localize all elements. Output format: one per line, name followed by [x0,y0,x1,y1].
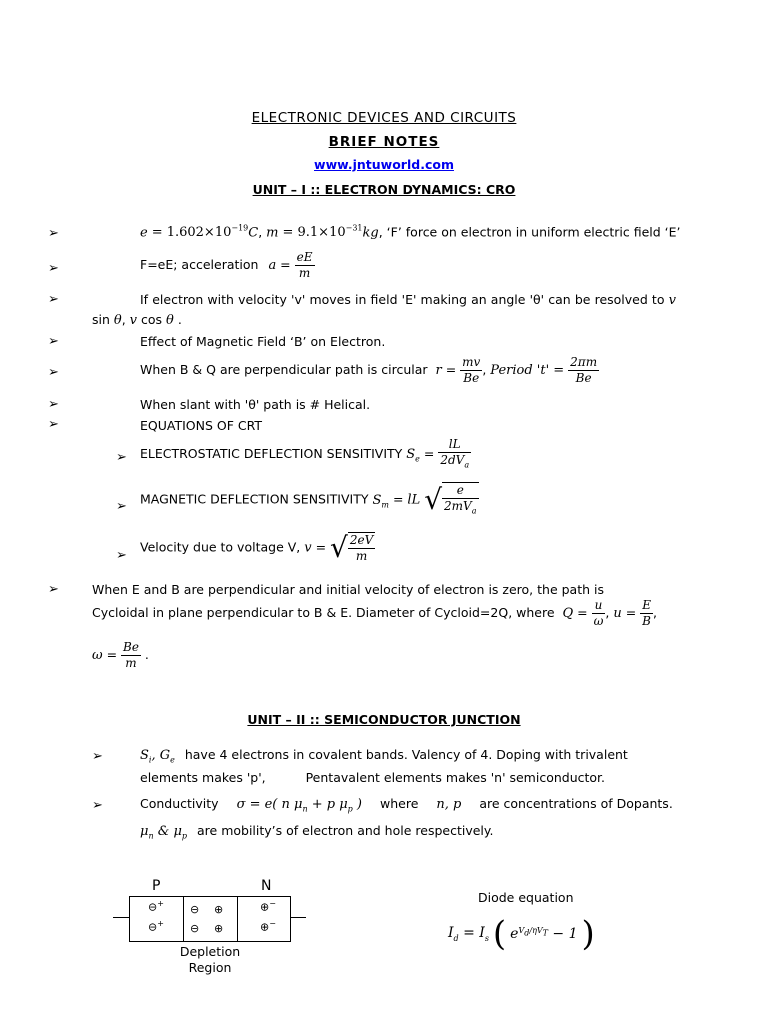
depletion-line-1: Depletion [179,944,241,959]
sub-bullet-marker: ➢ [116,499,127,514]
unit2-heading: UNIT – II :: SEMICONDUCTOR JUNCTION [247,712,521,727]
document-title: ELECTRONIC DEVICES AND CIRCUITS [251,110,517,126]
unit1-bullet-1-tail: , ‘F’ force on electron in uniform electric field ‘E’ [378,224,681,240]
unit2-bullet-conductivity: Conductivity σ = e( n $\mu_n + p$ $\mu_p$ ) where n, p are concentrations of Dopants. [140,796,673,814]
unit1-bullet-magnetic-field: Effect of Magnetic Field ‘B’ on Electron. [140,334,386,349]
conductivity-text: Conductivity [140,796,219,811]
n-lead-wire [290,917,306,918]
unit1-bullet-charge-mass: $e = 1.602\times 10^{-19}C$, $m = 9.1\times 10^{-31}kg$, ‘F’ force on electron in uniform electric field ‘E’ [140,224,681,241]
cycloid-omega: ω = $\frac{Be}{m}$ . [92,640,149,670]
diode-equation-formula: $I_d = I_s$ ( $e^{V_d/\eta V_T} - 1$ ) [448,914,595,954]
bullet-marker: ➢ [48,582,59,597]
donor-ion-icon: ⊕ [214,922,224,935]
bullet-marker: ➢ [48,226,59,241]
electrostatic-text: ELECTROSTATIC DEFLECTION SENSITIVITY [140,446,403,462]
crt-electrostatic-sensitivity: ELECTROSTATIC DEFLECTION SENSITIVITY $S_e$ = $\frac{lL}{2dV_a}$ [140,437,470,470]
bullet-marker: ➢ [48,365,59,380]
donor-ion-icon: ⊕ [214,903,224,916]
trivalent-text: elements makes 'p', [140,770,266,785]
bullet-marker: ➢ [92,749,103,764]
unit1-heading: UNIT – I :: ELECTRON DYNAMICS: CRO [252,182,516,197]
bullet-marker: ➢ [48,417,59,432]
bullet-marker: ➢ [48,261,59,276]
mobility-text: are mobility’s of electron and hole respectively. [197,823,494,838]
n-region-label: N [261,878,272,894]
website-line [0,157,768,172]
unit2-bullet-valency-line-2 [140,770,605,785]
website-link[interactable]: www.jntuworld.com [314,157,454,172]
unit1-bullet-circular-path: When B & Q are perpendicular path is circular r = $\frac{mv}{Be}$ , Period 't' = $\frac{2\pi m}{Be}$ [140,355,598,385]
document-subtitle: BRIEF NOTES [328,134,440,150]
velocity-text: Velocity due to voltage V, [140,539,301,555]
unit1-bullet-acceleration: F=eE; acceleration a = $\frac{eE}{m}$ [140,250,313,280]
diode-equation-title: Diode equation [478,890,574,905]
pn-junction-box [129,896,291,942]
resolution-text: If electron with velocity 'v' moves in field 'E' making an angle 'θ' can be resolved to [140,292,665,307]
depletion-line-2: Region [188,960,232,975]
unit1-bullet-resolution: If electron with velocity 'v' moves in field 'E' making an angle 'θ' can be resolved to v sin θ, v cos θ . [92,292,676,328]
bullet-marker: ➢ [92,798,103,813]
p-lead-wire [113,917,129,918]
crt-magnetic-sensitivity: MAGNETIC DEFLECTION SENSITIVITY $S_m$ = lL √ $\frac{e}{2mV_a}$ [140,482,479,518]
dopants-text: are concentrations of Dopants. [479,796,673,811]
bullet-marker: ➢ [48,292,59,307]
circular-path-text: When B & Q are perpendicular path is circular [140,362,428,377]
n-carrier-icon: ⊕− [260,899,276,914]
bullet-marker: ➢ [48,397,59,412]
pentavalent-text: Pentavalent elements makes 'n' semiconductor. [305,770,606,785]
unit2-bullet-valency-line-1: $S_i$, $G_e$ have 4 electrons in covalent bands. Valency of 4. Doping with trivalent [140,747,628,765]
acceleration-text: F=eE; acceleration [140,257,259,272]
n-carrier-icon: ⊕− [260,919,276,934]
bullet-marker: ➢ [48,334,59,349]
period-label: Period 't' = [490,363,565,378]
depletion-region-label [160,944,260,976]
p-carrier-icon: ⊖+ [148,899,164,914]
unit2-bullet-mobility: $\mu_n$ & $\mu_p$ are mobility’s of electron and hole respectively. [140,823,494,841]
p-carrier-icon: ⊖+ [148,919,164,934]
acceptor-ion-icon: ⊖ [190,922,200,935]
cycloid-line-2: Cycloidal in plane perpendicular to B & E. Diameter of Cycloid=2Q, where Q = $\frac{u}{\omega}$ , u = $\frac{E}{B}$ , [92,598,657,628]
acceptor-ion-icon: ⊖ [190,903,200,916]
sub-bullet-marker: ➢ [116,548,127,563]
junction-divider-left [183,897,184,941]
cycloid-line-1: When E and B are perpendicular and initial velocity of electron is zero, the path is [92,582,604,597]
p-region-label: P [152,878,161,894]
unit1-bullet-crt-equations: EQUATIONS OF CRT [140,418,263,433]
magnetic-text: MAGNETIC DEFLECTION SENSITIVITY [140,491,369,507]
unit1-bullet-helical: When slant with 'θ' path is # Helical. [140,397,371,412]
where-text: where [380,796,419,811]
valency-text: have 4 electrons in covalent bands. Valency of 4. Doping with trivalent [184,747,628,762]
cycloid-text: Cycloidal in plane perpendicular to B & E. Diameter of Cycloid=2Q, where [92,605,555,620]
crt-velocity-due-to-voltage: Velocity due to voltage V, v = √ $\frac{2eV}{m}$ [140,531,374,564]
junction-divider-right [237,897,238,941]
sub-bullet-marker: ➢ [116,450,127,465]
